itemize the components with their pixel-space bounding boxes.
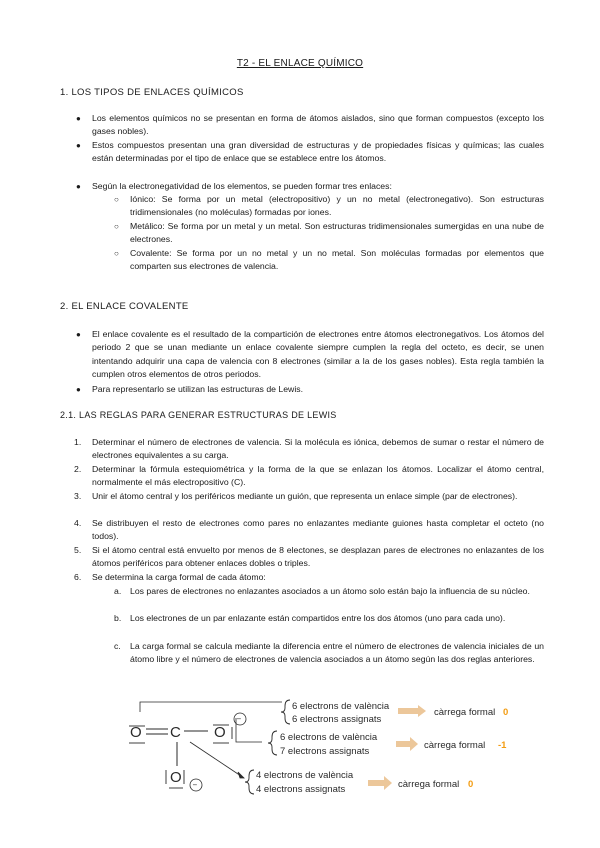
group-2-valence: 6 electrons de valència [280,732,378,743]
connector-line [190,742,244,778]
bullet-icon: ● [76,385,81,394]
left-oxygen [129,724,145,743]
svg-text:−: − [192,780,198,790]
brace [245,770,254,794]
group-3-charge: 0 [468,779,474,790]
list-item: b. Los electrones de un par enlazante están compartidos entre los dos átomos (uno para cada uno). [114,613,506,623]
list-item: 4. Se distribuyen el resto de electrones como pares no enlazantes mediante guiones hasta completar el octeto (no todos). [74,518,544,542]
brace [281,700,290,724]
list-item: ● Según la electronegatividad de los elementos, se pueden formar tres enlaces: [92,180,544,193]
list-item: ● El enlace covalente es el resultado de la compartición de electrones entre átomos electronegativos. Los átomos del periodo 2 que se unan mediante un enlace covalente siempre cumplen la regla del octeto, es decir, se unen intentando adquirir una capa de valencia con 8 electrones (similar a la de los gases nobles). Esta regla también la cumplen otros elementos de otros periodos. [76,329,544,379]
brace [268,731,277,755]
group-3-assigned: 4 electrons assignats [256,784,346,795]
group-3-label: càrrega formal [398,779,460,790]
svg-text:O: O [170,769,182,786]
bullet-icon: ● [76,330,81,339]
arrow-right-icon [396,737,418,751]
section-2-heading: 2. EL ENLACE COVALENTE [60,301,189,312]
list-item: 3. Unir el átomo central y los periféricos mediante un guión, que representa un enlace simple (par de electrones). [74,491,518,501]
group-2-label: càrrega formal [424,740,486,751]
list-item: 6. Se determina la carga formal de cada átomo: [74,572,266,582]
group-2-assigned: 7 electrons assignats [280,746,370,757]
connector-line [140,702,282,712]
section-1-heading: 1. LOS TIPOS DE ENLACES QUÍMICOS [60,87,244,98]
circle-bullet-icon: ○ [114,222,119,231]
arrowhead [238,772,244,778]
list-item: c. La carga formal se calcula mediante la diferencia entre el número de electrones de valencia iniciales de un átomo libre y el número de electrones de valencia asociados a un átomo según las dos reglas anteriores. [114,641,544,665]
list-item: 5. Si el átomo central está envuelto por menos de 8 electones, se desplazan pares de electrones no enlazantes de los átomos periféricos para obtener enlaces dobles o triples. [74,545,544,569]
list-item: 2. Determinar la fórmula estequiométrica y la forma de la que se enlazan los átomos. Localizar el átomo central, normalmente el más electropositivo (C). [74,464,544,488]
carbon-atom: C [170,724,181,741]
circle-bullet-icon: ○ [114,249,119,258]
arrow-right-icon [398,705,426,717]
page-title: T2 - EL ENLACE QUÍMICO [236,58,364,69]
group-1-assigned: 6 electrons assignats [292,714,382,725]
list-item: ○ Covalente: Se forma por un no metal y un no metal. Son moléculas formadas por elementos que comparten sus electrones de valencia. [114,248,544,272]
group-1-charge: 0 [503,707,509,718]
bullet-icon: ● [76,141,81,150]
bottom-oxygen [166,769,202,791]
section-2-1-heading: 2.1. LAS REGLAS PARA GENERAR ESTRUCTURAS DE LEWIS [60,410,337,420]
bullet-icon: ● [76,182,81,191]
list-item: a. Los pares de electrones no enlazantes asociados a un átomo solo están bajo la influencia de su núcleo. [114,586,530,596]
list-item: ○ Metálico: Se forma por un metal y un metal. Son estructuras tridimensionales sumergidas en una nube de electrones. [114,221,544,245]
list-item: ○ Iónico: Se forma por un metal (electropositivo) y un no metal (electronegativo). Son estructuras tridimensionales (no moléculas) formadas por iones. [114,194,544,218]
list-item: ● Los elementos químicos no se presentan en forma de átomos aislados, sino que forman compuestos (excepto los gases nobles). [76,113,544,137]
circle-bullet-icon: ○ [114,195,119,204]
group-1-label: càrrega formal [434,707,496,718]
list-item: ● Estos compuestos presentan una gran diversidad de estructuras y de propiedades físicas y químicas; las cuales están determinadas por el tipo de enlace que se establece entre los átomos. [76,140,544,164]
right-oxygen [213,713,246,743]
group-1-valence: 6 electrons de valència [292,701,390,712]
group-2-charge: -1 [498,740,507,751]
svg-text:O: O [130,724,142,741]
list-item: ● Para representarlo se utilizan las estructuras de Lewis. [92,383,544,396]
arrow-right-icon [368,776,392,790]
list-item: 1. Determinar el número de electrones de valencia. Si la molécula es iónica, debemos de sumar o restar el número de electrones equivalentes a su carga. [74,437,544,461]
bullet-icon: ● [76,114,81,123]
svg-text:−: − [236,714,242,724]
group-3-valence: 4 electrons de valència [256,770,354,781]
svg-text:O: O [214,724,226,741]
